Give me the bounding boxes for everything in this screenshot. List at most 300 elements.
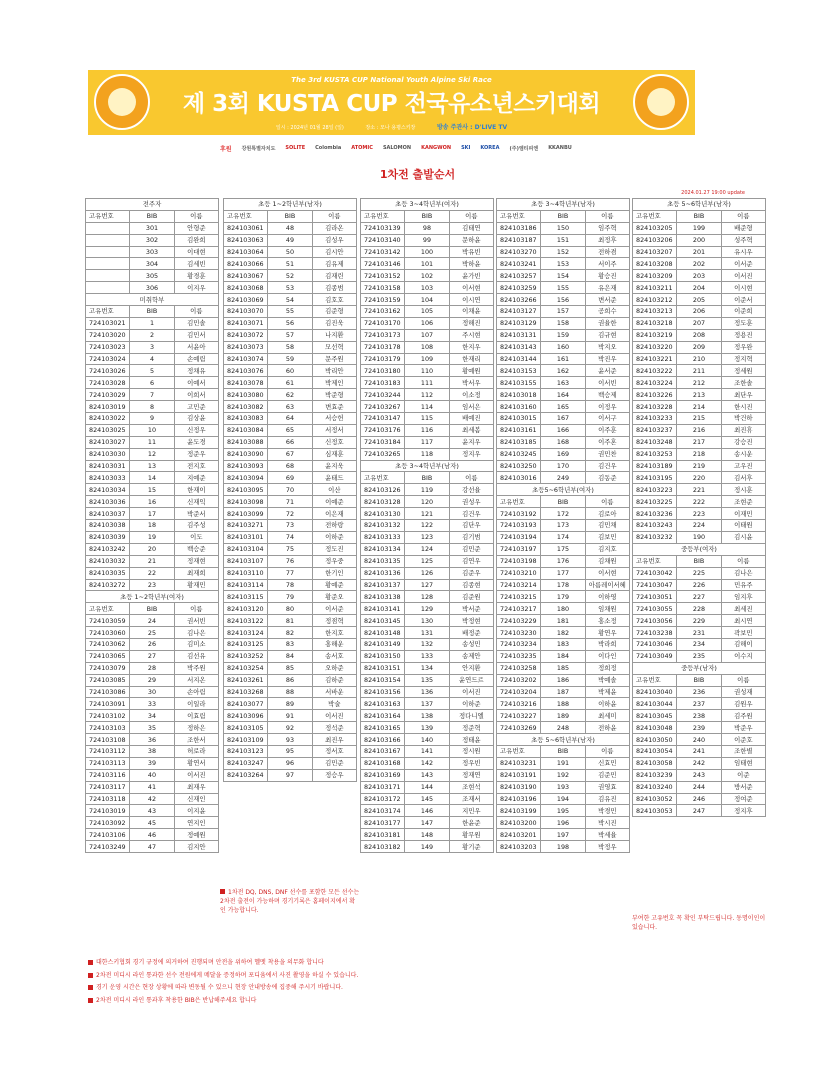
bib-cell: 93	[268, 734, 312, 746]
name-cell: 서정서	[312, 424, 356, 436]
name-cell: 윤지우	[449, 436, 493, 448]
name-cell: 박서준	[449, 603, 493, 615]
name-cell: 정석준	[312, 722, 356, 734]
table-row	[86, 686, 219, 698]
name-cell: 박술	[312, 698, 356, 710]
racer-id-cell: 824103151	[361, 662, 405, 674]
racer-id-cell: 824103245	[497, 448, 541, 460]
name-cell: 지민우	[449, 805, 493, 817]
bib-cell: 206	[677, 306, 721, 318]
name-cell: 이시연	[449, 294, 493, 306]
name-cell: 박준우	[721, 722, 765, 734]
name-cell: 황경훈	[174, 270, 218, 282]
name-cell: 조한별	[721, 745, 765, 757]
table-header-row	[497, 210, 630, 222]
bib-cell: 149	[405, 841, 449, 853]
bib-cell: 14	[130, 472, 174, 484]
table-row	[224, 638, 357, 650]
table-row	[497, 329, 630, 341]
name-cell: 이서현	[449, 282, 493, 294]
bib-cell: 39	[130, 757, 174, 769]
name-cell: 최진휴	[721, 424, 765, 436]
banner-subtitle: The 3rd KUSTA CUP National Youth Alpine Ski Race	[291, 76, 492, 84]
bib-cell: 135	[405, 674, 449, 686]
table-row	[224, 377, 357, 389]
racer-id-cell: 824103272	[86, 579, 130, 591]
name-cell: 이름	[721, 210, 765, 222]
table-row	[497, 555, 630, 567]
footnotes	[88, 957, 688, 1007]
bib-cell: 100	[405, 246, 449, 258]
name-cell: 연지인	[174, 817, 218, 829]
name-cell: 박세율	[585, 829, 629, 841]
table-row	[224, 282, 357, 294]
name-cell: 권성재	[721, 686, 765, 698]
table-row	[497, 567, 630, 579]
table-row	[497, 638, 630, 650]
racer-id-cell: 824103115	[224, 591, 268, 603]
bib-cell: 153	[541, 258, 585, 270]
name-cell: 임지후	[721, 591, 765, 603]
bib-cell: BIB	[405, 472, 449, 484]
table-row	[497, 258, 630, 270]
bib-cell: 178	[541, 579, 585, 591]
bib-cell: 223	[677, 508, 721, 520]
sponsor-logo: KOREA	[480, 145, 500, 151]
racer-id-cell: 724103059	[86, 615, 130, 627]
table-row	[86, 698, 219, 710]
table-row	[633, 734, 766, 746]
sponsor-logo: (주)엠티피엔	[509, 145, 539, 152]
bib-cell: 22	[130, 567, 174, 579]
bib-cell: 193	[541, 781, 585, 793]
name-cell: 김나은	[174, 627, 218, 639]
bib-cell: 246	[677, 793, 721, 805]
bib-cell: BIB	[677, 555, 721, 567]
racer-id-cell: 724103267	[361, 401, 405, 413]
racer-id-cell: 824103082	[224, 401, 268, 413]
name-cell: 김재린	[312, 270, 356, 282]
racer-id-cell: 724103085	[86, 674, 130, 686]
racer-id-cell: 724103170	[361, 317, 405, 329]
bib-cell: 45	[130, 817, 174, 829]
section-header	[361, 460, 494, 472]
table-row	[224, 698, 357, 710]
name-cell: 이서구	[585, 413, 629, 425]
racer-id-cell: 824103025	[86, 424, 130, 436]
name-cell: 황승진	[585, 270, 629, 282]
bib-cell: 47	[130, 841, 174, 853]
racer-id-cell: 724103229	[497, 615, 541, 627]
table-row	[633, 638, 766, 650]
name-cell: 김미소	[174, 638, 218, 650]
table-row	[497, 591, 630, 603]
name-cell: 정시원	[449, 745, 493, 757]
racer-id-cell: 724103176	[361, 424, 405, 436]
bib-cell: 9	[130, 413, 174, 425]
name-cell: 정지혁	[721, 353, 765, 365]
racer-id-cell: 824103068	[224, 282, 268, 294]
section-title: 초등 3~4학년부(남자)	[361, 460, 494, 472]
racer-id-cell: 724103244	[361, 389, 405, 401]
racer-id-cell: 824103036	[86, 496, 130, 508]
table-row	[86, 448, 219, 460]
racer-id-cell: 824103039	[86, 531, 130, 543]
bib-cell: 207	[677, 317, 721, 329]
bib-cell: 91	[268, 710, 312, 722]
racer-id-cell: 724103140	[361, 234, 405, 246]
racer-id-cell: 824103160	[497, 401, 541, 413]
name-cell: 전하겸	[585, 246, 629, 258]
name-cell: 김상윤	[174, 413, 218, 425]
name-cell: 이지윤	[174, 805, 218, 817]
racer-id-cell: 724103230	[497, 627, 541, 639]
bib-cell: 48	[268, 222, 312, 234]
bib-cell: 84	[268, 650, 312, 662]
bib-cell: 152	[541, 246, 585, 258]
section-title: 중등부(남자)	[633, 662, 766, 674]
racer-id-cell: 724103238	[633, 627, 677, 639]
table-row	[633, 805, 766, 817]
bib-cell: 229	[677, 615, 721, 627]
racer-id-cell: 724103079	[86, 662, 130, 674]
section-title: 전주자	[86, 199, 219, 211]
name-cell: 이서준	[721, 258, 765, 270]
racer-id-cell: 824103259	[497, 282, 541, 294]
start-list-column-3	[360, 198, 494, 853]
name-cell: 황준오	[312, 591, 356, 603]
racer-id-cell: 824103201	[497, 829, 541, 841]
racer-id-cell: 724103065	[86, 650, 130, 662]
name-cell: 정재연	[449, 769, 493, 781]
bib-cell: 239	[677, 722, 721, 734]
racer-id-cell: 824103033	[86, 472, 130, 484]
table-row	[497, 401, 630, 413]
racer-id-cell: 824103171	[361, 781, 405, 793]
bib-cell: 41	[130, 781, 174, 793]
table-row	[224, 436, 357, 448]
name-cell: 박서우	[449, 377, 493, 389]
table-row	[86, 543, 219, 555]
racer-id-cell: 724103113	[86, 757, 130, 769]
bib-cell: 127	[405, 579, 449, 591]
event-venue: 장소 : 모나 용평스키장	[365, 125, 416, 131]
racer-id-cell: 824103232	[633, 531, 677, 543]
racer-id-cell: 824103241	[497, 258, 541, 270]
table-header-row	[497, 745, 630, 757]
bib-cell: 219	[677, 460, 721, 472]
name-cell: 유시우	[721, 246, 765, 258]
bib-cell: 16	[130, 496, 174, 508]
name-cell: 전하랑	[312, 520, 356, 532]
table-row	[497, 531, 630, 543]
racer-id-cell: 824103104	[224, 543, 268, 555]
name-cell: 조현석	[449, 781, 493, 793]
name-cell: 김보민	[585, 531, 629, 543]
racer-id-cell: 824103261	[224, 674, 268, 686]
table-row	[361, 341, 494, 353]
table-row	[497, 686, 630, 698]
table-row	[86, 234, 219, 246]
name-cell: 윤태드	[312, 472, 356, 484]
table-row	[633, 484, 766, 496]
racer-id-cell: 824103123	[224, 745, 268, 757]
bib-cell: 128	[405, 591, 449, 603]
section-header	[633, 662, 766, 674]
bib-cell: 196	[541, 817, 585, 829]
table-row	[361, 365, 494, 377]
table-row	[86, 745, 219, 757]
table-row	[497, 579, 630, 591]
racer-id-cell: 824103040	[633, 686, 677, 698]
table-row	[361, 448, 494, 460]
table-row	[633, 698, 766, 710]
bib-cell: 133	[405, 650, 449, 662]
racer-id-cell: 724103193	[497, 520, 541, 532]
table-row	[497, 698, 630, 710]
table-row	[633, 793, 766, 805]
name-cell: 김지호	[585, 543, 629, 555]
name-cell: 박정우	[585, 841, 629, 853]
bib-cell: 181	[541, 615, 585, 627]
racer-id-cell: 824103105	[224, 722, 268, 734]
table-row	[497, 353, 630, 365]
name-cell: 임태현	[721, 757, 765, 769]
bib-cell: 55	[268, 306, 312, 318]
table-row	[224, 365, 357, 377]
table-header-row	[633, 210, 766, 222]
bib-cell: 226	[677, 579, 721, 591]
bib-cell: 99	[405, 234, 449, 246]
name-cell: 한재리	[449, 353, 493, 365]
racer-id-cell: 824103143	[497, 341, 541, 353]
bib-cell: 244	[677, 781, 721, 793]
racer-id-cell: 724103179	[361, 353, 405, 365]
bib-cell: 5	[130, 365, 174, 377]
bib-cell: 130	[405, 615, 449, 627]
name-cell: 박리안	[312, 365, 356, 377]
name-cell: 전지호	[174, 460, 218, 472]
table-row	[86, 317, 219, 329]
section-title: 미취학부	[86, 294, 219, 306]
racer-id-cell: 724103028	[86, 377, 130, 389]
bib-cell: 54	[268, 294, 312, 306]
name-cell: 황예원	[449, 365, 493, 377]
name-cell: 김유제	[312, 258, 356, 270]
name-cell: 배예진	[449, 413, 493, 425]
table-row	[633, 436, 766, 448]
table-row	[361, 508, 494, 520]
table-row	[361, 282, 494, 294]
racer-id-cell: 824103054	[633, 745, 677, 757]
racer-id-cell: 824103127	[497, 306, 541, 318]
racer-id-cell: 824103083	[224, 413, 268, 425]
bib-cell: 163	[541, 377, 585, 389]
table-row	[633, 615, 766, 627]
racer-id-cell: 824103045	[633, 710, 677, 722]
bib-cell: 184	[541, 650, 585, 662]
bib-cell: 66	[268, 436, 312, 448]
name-cell: 최시연	[721, 615, 765, 627]
name-cell: 임서은	[449, 401, 493, 413]
bib-cell: 122	[405, 520, 449, 532]
table-row	[361, 615, 494, 627]
bib-cell: 302	[130, 234, 174, 246]
name-cell: 한재이	[174, 484, 218, 496]
bib-cell: 38	[130, 745, 174, 757]
racer-id-cell: 824103208	[633, 258, 677, 270]
table-row	[224, 722, 357, 734]
table-row	[86, 781, 219, 793]
bib-cell: 203	[677, 270, 721, 282]
bib-cell: 150	[541, 222, 585, 234]
table-row	[633, 222, 766, 234]
name-cell: 이태원	[721, 520, 765, 532]
bib-cell: BIB	[677, 674, 721, 686]
sponsor-logo: ATOMIC	[351, 145, 373, 151]
table-row	[361, 246, 494, 258]
racer-id-cell: 824103149	[361, 638, 405, 650]
table-row	[633, 294, 766, 306]
section-header	[633, 199, 766, 211]
bullet-square-icon	[88, 973, 93, 978]
racer-id-cell: 824103084	[224, 424, 268, 436]
racer-id-cell: 824103168	[361, 757, 405, 769]
name-cell: 이서진	[174, 769, 218, 781]
bib-cell: BIB	[130, 306, 174, 318]
name-cell: 최정후	[585, 234, 629, 246]
name-cell: 문하윤	[449, 234, 493, 246]
table-row	[633, 258, 766, 270]
racer-id-cell: 824103219	[633, 329, 677, 341]
racer-id-cell: 824103027	[86, 436, 130, 448]
racer-id-cell: 824103253	[633, 448, 677, 460]
bib-cell: 65	[268, 424, 312, 436]
racer-id-cell: 824103169	[361, 769, 405, 781]
name-cell: 정우빈	[449, 757, 493, 769]
racer-id-cell: 824103090	[224, 448, 268, 460]
table-row	[633, 460, 766, 472]
table-row	[633, 341, 766, 353]
racer-id-cell: 824103048	[633, 722, 677, 734]
name-cell: 김호호	[312, 294, 356, 306]
bib-cell: 221	[677, 484, 721, 496]
name-cell: 주시현	[449, 329, 493, 341]
bib-cell: 201	[677, 246, 721, 258]
name-cell: 이희서	[174, 389, 218, 401]
table-row	[361, 817, 494, 829]
table-row	[497, 829, 630, 841]
table-row	[224, 769, 357, 781]
banner-meta	[88, 122, 695, 131]
racer-id-cell: 824103038	[86, 520, 130, 532]
name-cell: 이예준	[312, 496, 356, 508]
table-row	[86, 734, 219, 746]
bib-cell: 248	[541, 722, 585, 734]
table-row	[361, 258, 494, 270]
bib-cell: BIB	[541, 496, 585, 508]
table-row	[361, 413, 494, 425]
name-cell: 김주성	[174, 520, 218, 532]
name-cell: 고우진	[721, 460, 765, 472]
bib-cell: 64	[268, 413, 312, 425]
bib-cell: 186	[541, 674, 585, 686]
bib-cell: 60	[268, 365, 312, 377]
section-title: 초등 5~6학년부(남자)	[633, 199, 766, 211]
bib-cell: 301	[130, 222, 174, 234]
racer-id-cell: 824103066	[224, 258, 268, 270]
racer-id-cell: 824103015	[497, 413, 541, 425]
racer-id-cell: 824103250	[497, 460, 541, 472]
table-row	[361, 627, 494, 639]
racer-id-cell: 724103147	[361, 413, 405, 425]
table-row	[361, 710, 494, 722]
table-row	[633, 329, 766, 341]
racer-id-cell: 824103080	[224, 389, 268, 401]
name-cell: 이주훈	[585, 424, 629, 436]
racer-id-cell: 고유번호	[633, 674, 677, 686]
bib-cell: 7	[130, 389, 174, 401]
table-row	[86, 329, 219, 341]
racer-id-cell: 824103018	[497, 389, 541, 401]
table-row	[224, 401, 357, 413]
bib-cell: 83	[268, 638, 312, 650]
name-cell: 민유주	[721, 579, 765, 591]
name-cell: 김태연	[449, 222, 493, 234]
table-row	[497, 781, 630, 793]
bib-cell: 138	[405, 710, 449, 722]
name-cell: 정승우	[312, 769, 356, 781]
racer-id-cell: 824103186	[497, 222, 541, 234]
bib-cell: BIB	[268, 210, 312, 222]
bib-cell: 116	[405, 424, 449, 436]
table-row	[633, 781, 766, 793]
table-row	[497, 543, 630, 555]
name-cell: 박준형	[312, 389, 356, 401]
table-row	[497, 817, 630, 829]
name-cell: 황연서	[174, 757, 218, 769]
name-cell: 이시현	[721, 282, 765, 294]
table-row	[361, 650, 494, 662]
bib-cell: 160	[541, 341, 585, 353]
name-cell: 한기인	[312, 567, 356, 579]
name-cell: 심재훈	[312, 448, 356, 460]
name-cell: 백승제	[585, 389, 629, 401]
table-header-row	[497, 496, 630, 508]
bib-cell: 215	[677, 413, 721, 425]
bib-cell: 110	[405, 365, 449, 377]
section-title: 초등 1~2학년부(남자)	[224, 199, 357, 211]
bib-cell: 131	[405, 627, 449, 639]
bib-cell: 11	[130, 436, 174, 448]
table-row	[224, 258, 357, 270]
name-cell: 신효민	[585, 757, 629, 769]
bib-cell: 208	[677, 329, 721, 341]
racer-id-cell: 724103023	[86, 341, 130, 353]
name-cell: 이소정	[449, 389, 493, 401]
racer-id-cell: 824103221	[633, 353, 677, 365]
bib-cell: 73	[268, 520, 312, 532]
racer-id-cell: 724103173	[361, 329, 405, 341]
racer-id-cell: 824103209	[633, 270, 677, 282]
bib-cell: 170	[541, 460, 585, 472]
name-cell: 한시진	[721, 401, 765, 413]
table-row	[633, 531, 766, 543]
bib-cell: 148	[405, 829, 449, 841]
bib-cell: 303	[130, 246, 174, 258]
bib-cell: 234	[677, 638, 721, 650]
bib-cell: 216	[677, 424, 721, 436]
